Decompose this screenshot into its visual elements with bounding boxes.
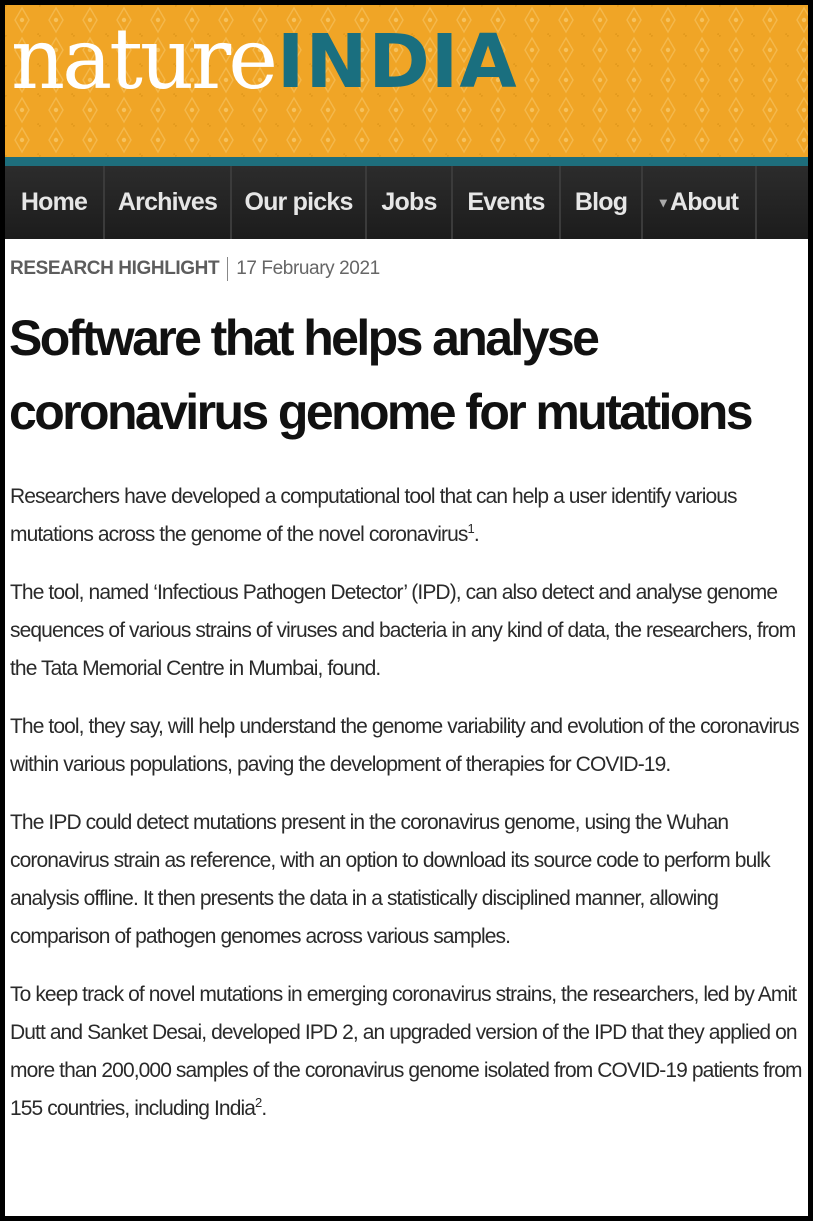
logo-india-text: INDIA <box>276 19 518 105</box>
nav-jobs[interactable]: Jobs <box>367 166 453 239</box>
article-paragraph <box>10 708 810 784</box>
paragraph-text: The tool, they say, will help understand the genome variability and evolution of the coronavirus within various populations, paving the development of therapies for COVID-19. <box>10 715 799 776</box>
reference-link[interactable]: 1 <box>467 521 474 536</box>
paragraph-text: The tool, named ‘Infectious Pathogen Detector’ (IPD), can also detect and analyse genome sequences of various strains of viruses and bacteria in any kind of data, the researchers, from the Tata Memorial Centre in Mumbai, found. <box>10 581 796 680</box>
main-navigation <box>5 166 808 239</box>
nav-blog[interactable]: Blog <box>561 166 643 239</box>
article-paragraph <box>10 976 810 1128</box>
nav-about[interactable] <box>643 166 757 239</box>
article-type: RESEARCH HIGHLIGHT <box>10 258 220 279</box>
paragraph-end: . <box>261 1097 267 1120</box>
nav-about-label: About <box>670 188 739 216</box>
nav-home[interactable]: Home <box>5 166 105 239</box>
article-kicker <box>10 256 380 282</box>
article-paragraph <box>10 478 810 554</box>
reference-link[interactable]: 2 <box>255 1095 262 1110</box>
logo-nature-text: nature <box>11 10 275 108</box>
paragraph-end: . <box>473 523 479 546</box>
caret-down-icon: ▾ <box>659 194 667 210</box>
nav-filler <box>757 166 808 239</box>
article-paragraph <box>10 804 810 956</box>
article-date: 17 February 2021 <box>236 258 380 279</box>
nav-archives[interactable]: Archives <box>105 166 232 239</box>
article-title: Software that helps analyse coronavirus genome for mutations <box>9 310 751 440</box>
banner-divider <box>5 157 808 166</box>
nav-events[interactable]: Events <box>453 166 561 239</box>
kicker-divider <box>227 257 228 281</box>
nav-our-picks[interactable]: Our picks <box>232 166 367 239</box>
site-banner <box>5 5 808 157</box>
paragraph-text: To keep track of novel mutations in emerging coronavirus strains, the researchers, led by Amit Dutt and Sanket Desai, developed IPD 2, an upgraded version of the IPD that they applied on more than 200,000 samples of the coronavirus genome isolated from COVID-19 patients from 155 countries, including India <box>10 983 802 1120</box>
paragraph-text: Researchers have developed a computational tool that can help a user identify various mutations across the genome of the novel coronavirus <box>10 485 737 546</box>
site-logo[interactable] <box>11 5 518 119</box>
paragraph-text: The IPD could detect mutations present in the coronavirus genome, using the Wuhan coronavirus strain as reference, with an option to download its source code to perform bulk analysis offline. It then presents the data in a statistically disciplined manner, allowing comparison of pathogen genomes across various samples. <box>10 811 770 948</box>
article-paragraph <box>10 574 810 688</box>
article-body <box>10 478 810 1148</box>
